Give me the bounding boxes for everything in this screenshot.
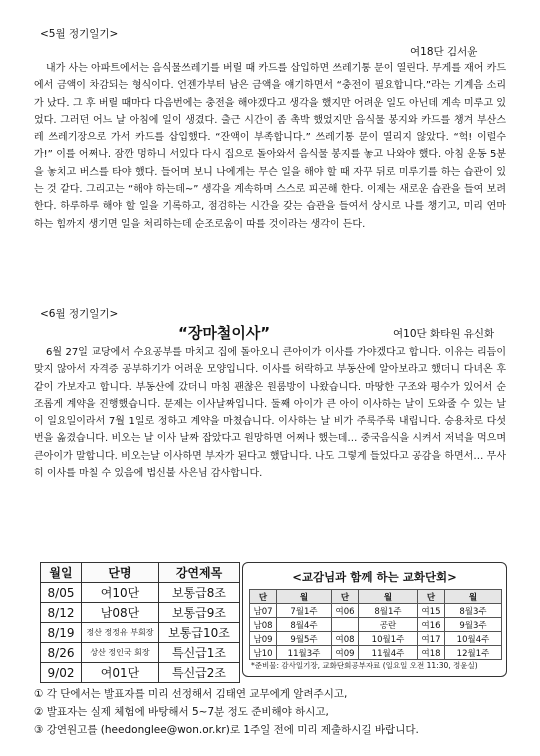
dialogue-box-title: <교감님과 함께 하는 교화단회> xyxy=(292,570,457,584)
dialogue-box-note: *준비물: 감사일기장, 교화단회공부자료 (일요일 오전 11:30, 정윤실) xyxy=(251,661,478,670)
dialogue-cell: 여15 xyxy=(418,604,445,618)
footer-note-3: ③ 강연원고를 (heedonglee@won.or.kr)로 1주일 전에 미리 제출하시길 바랍니다. xyxy=(34,724,419,736)
header-unit: 단 xyxy=(250,590,277,604)
header-lecture-title: 강연제목 xyxy=(159,563,240,583)
schedule-topic: 보통급10조 xyxy=(159,623,240,643)
dialogue-cell: 여06 xyxy=(332,604,359,618)
dialogue-cell: 남08 xyxy=(250,618,277,632)
june-diary-heading: <6월 정기일기> xyxy=(40,308,119,320)
may-diary-heading: <5월 정기일기> xyxy=(40,28,119,40)
header-date: 월일 xyxy=(41,563,82,583)
dialogue-cell xyxy=(332,618,359,632)
schedule-topic: 특신급1조 xyxy=(159,643,240,663)
schedule-date: 8/12 xyxy=(41,603,82,623)
june-diary-author: 여10단 화타원 유신화 xyxy=(393,328,495,340)
june-diary-title: “장마철이사” xyxy=(178,324,271,342)
dialogue-cell: 9월5주 xyxy=(277,632,332,646)
header-unit: 단 xyxy=(418,590,445,604)
table-row xyxy=(41,603,240,623)
dialogue-cell: 남09 xyxy=(250,632,277,646)
table-row xyxy=(250,632,502,646)
table-row xyxy=(41,623,240,643)
may-diary-body: 내가 사는 아파트에서는 음식물쓰레기를 버릴 때 카드를 삽입하면 쓰레기통 문이 열린다. 무게를 재어 카드에서 금액이 차감되는 형식이다. 언젠가부터 남은 금액을 얘기하면서 “충전이 필요합니다.”라는 기계음 소리가 났다. 그 후 버릴 때마다 다음번에는 충전을 해야겠다고 생각을 했지만 어려운 일도 아닌데 계속 미루고 있었다. 그러던 어느 날 아침에 일이 생겼다. 출근 시간이 좀 촉박 했었지만 음식물 봉지와 카드를 챙겨 부산스레 쓰레기장으로 가서 카드를 삽입했다. “잔액이 부족합니다.” 쓰레기통 문이 열리지 않았다. “헉! 이럴수가!” 이를 어쩌나. 잠깐 멍하니 서있다 다시 집으로 돌아와서 음식물 봉지를 놓고 나와야 했다. 아침 운동 5분을 놓치고 버스를 타야 했다. 들어며 보니 나에게는 무슨 일을 해야 할 때 자꾸 뒤로 미루기를 하는 습관이 있는 것 같다. 그리고는 “해야 하는데~” 생각을 계속하며 스스로 피곤해 한다. 이제는 새로운 습관을 들여 보려 한다. 하루하루 해야 할 일을 기록하고, 점검하는 시간을 갖는 습관을 들여서 상시로 나를 챙기고, 미리 연마하는 힘까지 생기면 일을 처리하는데 순조로움이 따를 것이라는 생각이 든다. xyxy=(34,63,506,230)
dialogue-header-row xyxy=(250,590,502,604)
dialogue-cell: 10월1주 xyxy=(359,632,418,646)
schedule-unit: 정산 정정유 부회장 xyxy=(82,623,159,643)
schedule-unit: 남08단 xyxy=(82,603,159,623)
table-row xyxy=(250,618,502,632)
schedule-header-row xyxy=(41,563,240,583)
header-unit: 단 xyxy=(332,590,359,604)
schedule-date: 9/02 xyxy=(41,663,82,683)
table-row xyxy=(41,583,240,603)
dialogue-cell: 여09 xyxy=(332,646,359,660)
schedule-topic: 보통급8조 xyxy=(159,583,240,603)
dialogue-cell: 12월1주 xyxy=(445,646,502,660)
dialogue-cell: 8월1주 xyxy=(359,604,418,618)
dialogue-session-table xyxy=(249,589,502,660)
dialogue-cell: 여08 xyxy=(332,632,359,646)
dialogue-cell: 8월3주 xyxy=(445,604,502,618)
dialogue-cell: 여17 xyxy=(418,632,445,646)
schedule-unit: 여10단 xyxy=(82,583,159,603)
june-diary-body: 6월 27일 교당에서 수요공부를 마치고 집에 돌아오니 큰아이가 이사를 가야겠다고 합니다. 이유는 리듬이 맞지 않아서 자격증 공부하기가 어려운 모양입니다. 이사를 허락하고 부동산에 알아보라고 했더니 다녀온 후 같이 가보자고 합니다. 부동산에 갔더니 마침 괜찮은 원룸방이 나왔습니다. 마땅한 구조와 평수가 있어서 순조롭게 계약을 진행했습니다. 문제는 이사날짜입니다. 둘째 아이가 큰 아이 이사하는 날이 도와줄 수 있는 날이 일요일이라서 7월 1일로 정하고 계약을 마쳤습니다. 이사하는 날 비가 주룩주룩 내립니다. 승용차로 다섯 번을 옮겼습니다. 비오는 날 이사 날짜 잡았다고 원망하면 어쩌나 했는데… 중국음식을 시켜서 저녁을 먹으며 큰아이가 말합니다. 비오는날 이사하면 부자가 된다고 했답니다. 나도 그렇게 들었다고 공감을 하면서… 무사히 이사를 마칠 수 있음에 법신불 사은님 감사합니다. xyxy=(34,347,506,480)
dialogue-cell: 8월4주 xyxy=(277,618,332,632)
dialogue-cell: 11월3주 xyxy=(277,646,332,660)
footer-note-1: ① 각 단에서는 발표자를 미리 선정해서 김태연 교무에게 알려주시고, xyxy=(34,688,348,700)
header-unit: 단명 xyxy=(82,563,159,583)
table-row xyxy=(250,604,502,618)
dialogue-cell: 여16 xyxy=(418,618,445,632)
header-month: 월 xyxy=(277,590,332,604)
dialogue-cell: 남07 xyxy=(250,604,277,618)
schedule-date: 8/05 xyxy=(41,583,82,603)
header-month: 월 xyxy=(359,590,418,604)
dialogue-cell: 11월4주 xyxy=(359,646,418,660)
may-diary-author: 여18단 김서윤 xyxy=(410,46,478,58)
table-row xyxy=(41,663,240,683)
footer-note-2: ② 발표자는 실제 체험에 바탕해서 5~7분 정도 준비해야 하시고, xyxy=(34,706,329,718)
dialogue-cell: 10월4주 xyxy=(445,632,502,646)
schedule-unit: 상산 정인국 회장 xyxy=(82,643,159,663)
schedule-date: 8/19 xyxy=(41,623,82,643)
schedule-unit: 여01단 xyxy=(82,663,159,683)
dialogue-cell: 여18 xyxy=(418,646,445,660)
dialogue-cell: 9월3주 xyxy=(445,618,502,632)
schedule-date: 8/26 xyxy=(41,643,82,663)
lecture-schedule-table xyxy=(40,562,240,683)
header-month: 월 xyxy=(445,590,502,604)
schedule-topic: 보통급9조 xyxy=(159,603,240,623)
table-row xyxy=(41,643,240,663)
dialogue-session-box xyxy=(242,562,507,677)
dialogue-cell: 공란 xyxy=(359,618,418,632)
dialogue-cell: 7월1주 xyxy=(277,604,332,618)
schedule-topic: 특신급2조 xyxy=(159,663,240,683)
table-row xyxy=(250,646,502,660)
dialogue-cell: 남10 xyxy=(250,646,277,660)
